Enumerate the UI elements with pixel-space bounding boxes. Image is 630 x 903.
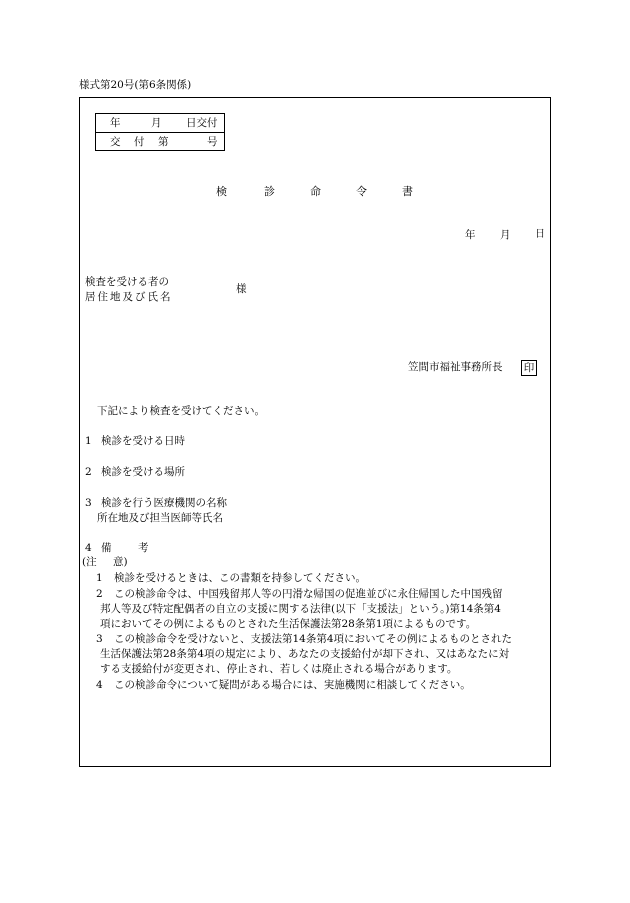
note-line: 生活保護法第28条第4項の規定により、あなたの支援給付が却下され、又はあなたに対 (100, 648, 510, 660)
title-char: 書 (402, 185, 413, 198)
issue-stamp-table (95, 113, 225, 151)
item-label: 検診を行う医療機関の名称 (101, 497, 227, 509)
issue-day-label: 日交付 (186, 117, 218, 129)
recipient-label-line1: 検査を受ける者の (85, 276, 169, 288)
note-number: 2 (96, 588, 103, 600)
issue-month-label: 月 (151, 117, 162, 129)
item-number: 1 (85, 435, 92, 447)
title-char: 命 (310, 185, 321, 198)
title-char: 令 (356, 185, 367, 198)
recipient-label-line2: 居住地及び氏名 (85, 291, 173, 303)
intro-text: 下記により検査を受けてください。 (97, 405, 265, 417)
item-label: 検診を受ける日時 (101, 435, 185, 447)
notes-heading-open: (注 (82, 556, 97, 568)
date-month-label: 月 (500, 229, 511, 241)
notes-heading-close: 意) (113, 556, 128, 568)
note-number: 3 (96, 633, 103, 645)
note-number: 1 (96, 572, 103, 584)
issue-number-label: 号 (207, 136, 218, 148)
item-sublabel: 所在地及び担当医師等氏名 (97, 512, 223, 524)
note-line: 邦人等及び特定配偶者の自立の支援に関する法律(以下「支援法」という。)第14条第4 (100, 603, 501, 615)
note-line: この検診命令を受けないと、支援法第14条第4項においてその例によるものとされた (114, 633, 513, 645)
item-number: 4 (85, 542, 92, 554)
note-line: する支援給付が変更され、停止され、若しくは廃止される場合があります。 (100, 663, 458, 675)
issuer-name: 笠間市福祉事務所長 (408, 361, 503, 373)
title-char: 診 (264, 185, 275, 198)
item-number: 2 (85, 466, 92, 478)
recipient-honorific: 様 (236, 283, 247, 295)
issue-label-2: 付 (134, 136, 145, 148)
note-line: この検診命令は、中国残留邦人等の円滑な帰国の促進並びに永住帰国した中国残留 (114, 588, 503, 600)
issue-date-row (96, 114, 224, 133)
issuer-seal: 印 (521, 360, 537, 376)
issue-label-1: 交 (110, 136, 121, 148)
note-line: 項においてその例によるものとされた生活保護法第28条第1項によるものです。 (100, 618, 477, 630)
item-label-a: 備 (101, 542, 112, 554)
note-text: 検診を受けるときは、この書類を持参してください。 (114, 572, 366, 584)
title-char: 検 (216, 185, 227, 198)
form-number: 様式第20号(第6条関係) (79, 79, 192, 91)
item-number: 3 (85, 497, 92, 509)
issue-ordinal-label: 第 (158, 136, 169, 148)
date-year-label: 年 (465, 229, 476, 241)
item-label: 検診を受ける場所 (101, 466, 185, 478)
item-label-b: 考 (138, 542, 149, 554)
date-day-label: 日 (535, 229, 545, 240)
note-number: 4 (96, 679, 103, 691)
issue-year-label: 年 (110, 117, 121, 129)
issue-number-row (96, 133, 224, 151)
note-text: この検診命令について疑問がある場合には、実施機関に相談してください。 (114, 679, 471, 691)
